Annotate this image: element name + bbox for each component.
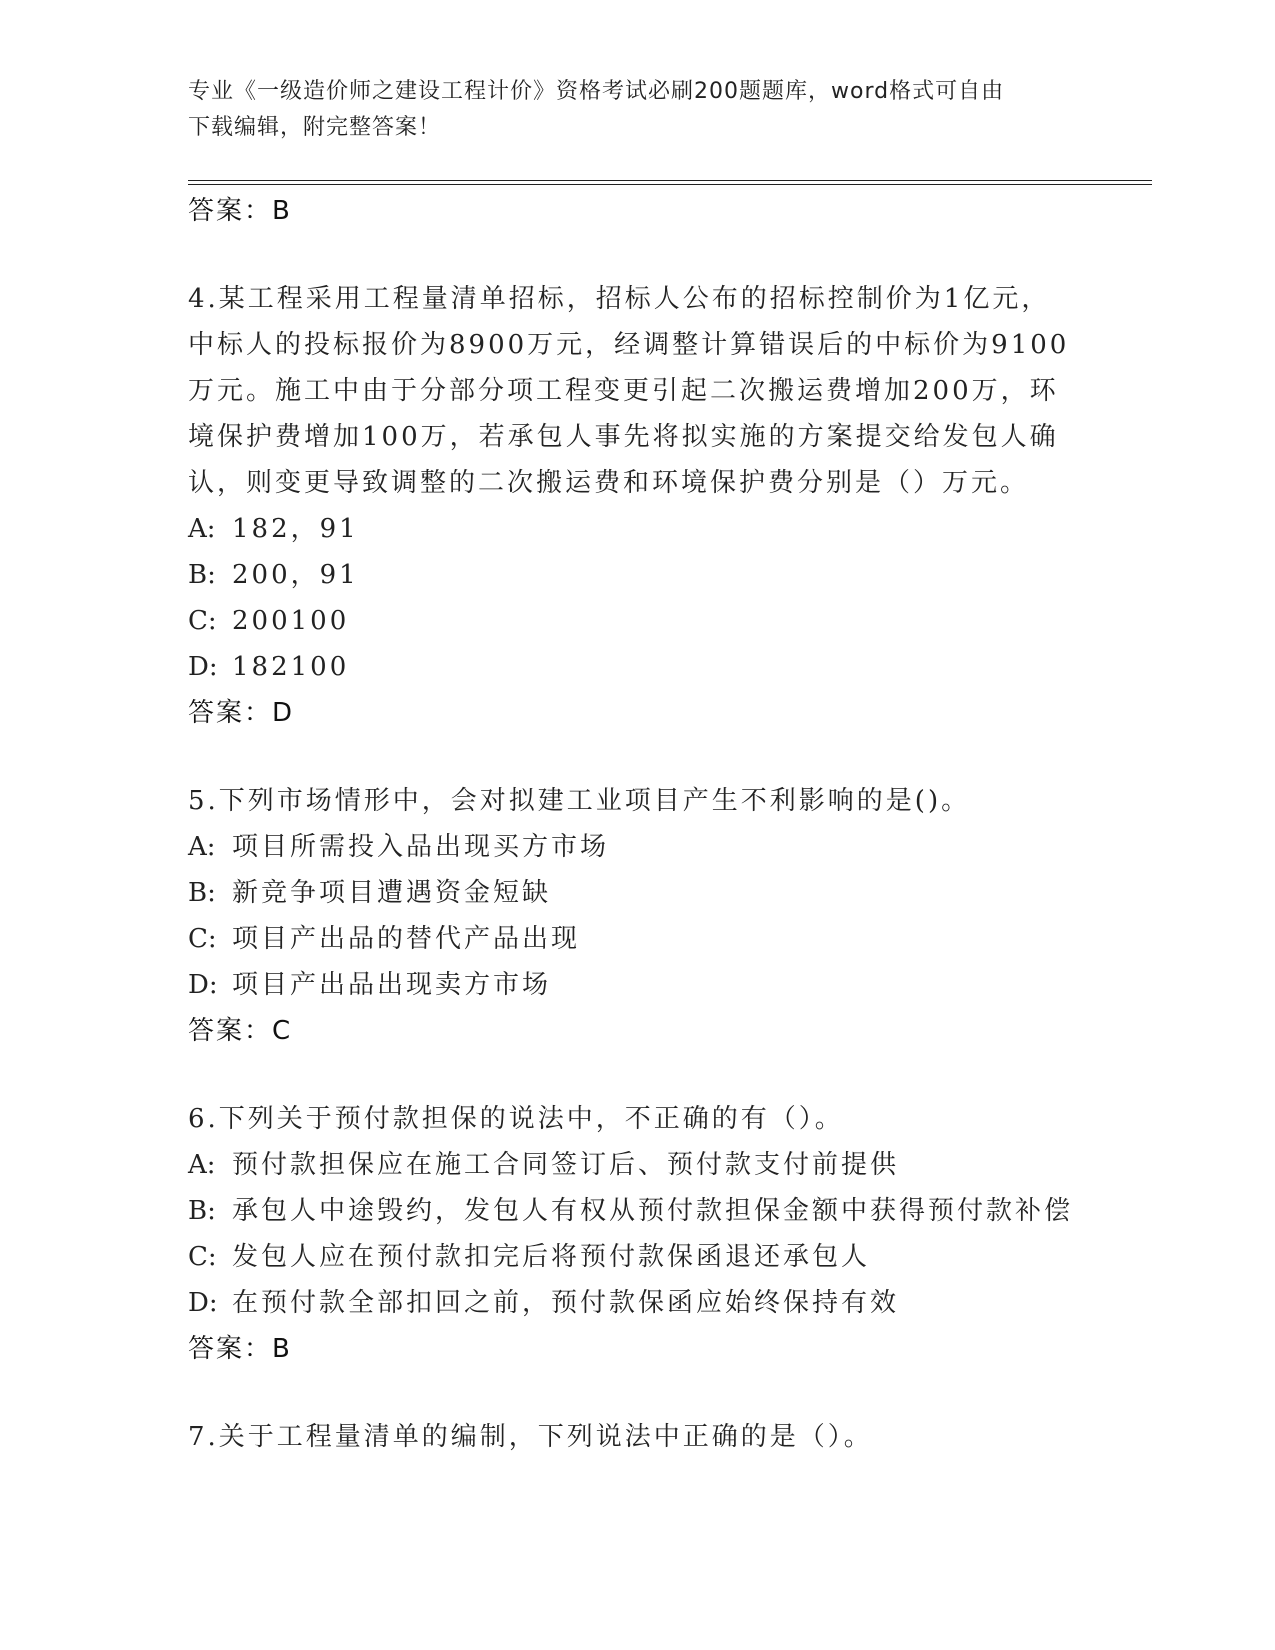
question-text-line: 中标人的投标报价为8900万元，经调整计算错误后的中标价为9100: [188, 330, 1070, 360]
option-c: [188, 598, 1088, 644]
option-letter: A:: [188, 832, 216, 862]
option-letter: B:: [188, 1196, 216, 1226]
question-6: [188, 1096, 1088, 1372]
question-4: [188, 276, 1088, 736]
option-text: 新竞争项目遭遇资金短缺: [232, 878, 552, 908]
question-text-line: 5.下列市场情形中，会对拟建工业项目产生不利影响的是()。: [188, 786, 971, 816]
option-b: [188, 552, 1088, 598]
answer-label: 答案：: [188, 698, 273, 728]
spacer: [188, 1054, 1088, 1096]
answer-value: B: [272, 196, 292, 226]
option-letter: B:: [188, 560, 216, 590]
option-b: [188, 870, 1088, 916]
option-letter: D:: [188, 652, 218, 682]
answer-value: C: [272, 1016, 293, 1046]
answer-label: 答案：: [188, 1016, 273, 1046]
page-header: [188, 74, 1088, 146]
answer: [188, 1326, 1088, 1372]
option-b: [188, 1188, 1088, 1234]
question-text-line: 7.关于工程量清单的编制，下列说法中正确的是（）。: [188, 1422, 873, 1452]
option-d: [188, 644, 1088, 690]
option-letter: A:: [188, 1150, 216, 1180]
question-text-line: 4.某工程采用工程量清单招标，招标人公布的招标控制价为1亿元，: [188, 284, 1051, 314]
option-text: 182100: [232, 652, 350, 682]
option-letter: C:: [188, 1242, 217, 1272]
option-letter: C:: [188, 606, 217, 636]
option-letter: B:: [188, 878, 216, 908]
option-a: [188, 824, 1088, 870]
question-text-line: 境保护费增加100万，若承包人事先将拟实施的方案提交给发包人确: [188, 422, 1059, 452]
option-a: [188, 506, 1088, 552]
option-letter: C:: [188, 924, 217, 954]
answer-label: 答案：: [188, 1334, 273, 1364]
spacer: [188, 1372, 1088, 1414]
option-text: 发包人应在预付款扣完后将预付款保函退还承包人: [232, 1242, 871, 1272]
option-d: [188, 962, 1088, 1008]
option-text: 项目所需投入品出现买方市场: [232, 832, 610, 862]
option-text: 项目产出品出现卖方市场: [232, 970, 552, 1000]
option-a: [188, 1142, 1088, 1188]
question-5: [188, 778, 1088, 1054]
option-text: 项目产出品的替代产品出现: [232, 924, 581, 954]
answer-label: 答案：: [188, 196, 273, 226]
option-text: 200，91: [232, 560, 359, 590]
header-line-2: 下载编辑，附完整答案！: [188, 115, 442, 140]
header-line-1: 专业《一级造价师之建设工程计价》资格考试必刷200题题库，word格式可自由: [188, 79, 1005, 104]
option-text: 182，91: [232, 514, 359, 544]
question-text-line: 认，则变更导致调整的二次搬运费和环境保护费分别是（）万元。: [188, 468, 1030, 498]
header-rule-top: [188, 180, 1152, 181]
option-c: [188, 1234, 1088, 1280]
option-letter: D:: [188, 970, 218, 1000]
answer-value: B: [272, 1334, 292, 1364]
spacer: [188, 234, 1088, 276]
header-rule-bottom: [188, 184, 1152, 185]
question-7: [188, 1414, 1088, 1460]
answer: [188, 1008, 1088, 1054]
option-text: 200100: [232, 606, 350, 636]
spacer: [188, 736, 1088, 778]
previous-answer: [188, 188, 1088, 234]
option-letter: A:: [188, 514, 216, 544]
document-body: [188, 188, 1088, 1460]
answer: [188, 690, 1088, 736]
question-text-line: 6.下列关于预付款担保的说法中，不正确的有（）。: [188, 1104, 844, 1134]
option-text: 在预付款全部扣回之前，预付款保函应始终保持有效: [232, 1288, 900, 1318]
answer-value: D: [272, 698, 295, 728]
option-letter: D:: [188, 1288, 218, 1318]
option-c: [188, 916, 1088, 962]
question-text-line: 万元。施工中由于分部分项工程变更引起二次搬运费增加200万，环: [188, 376, 1059, 406]
option-d: [188, 1280, 1088, 1326]
option-text: 预付款担保应在施工合同签订后、预付款支付前提供: [232, 1150, 900, 1180]
option-text: 承包人中途毁约，发包人有权从预付款担保金额中获得预付款补偿: [232, 1196, 1074, 1226]
